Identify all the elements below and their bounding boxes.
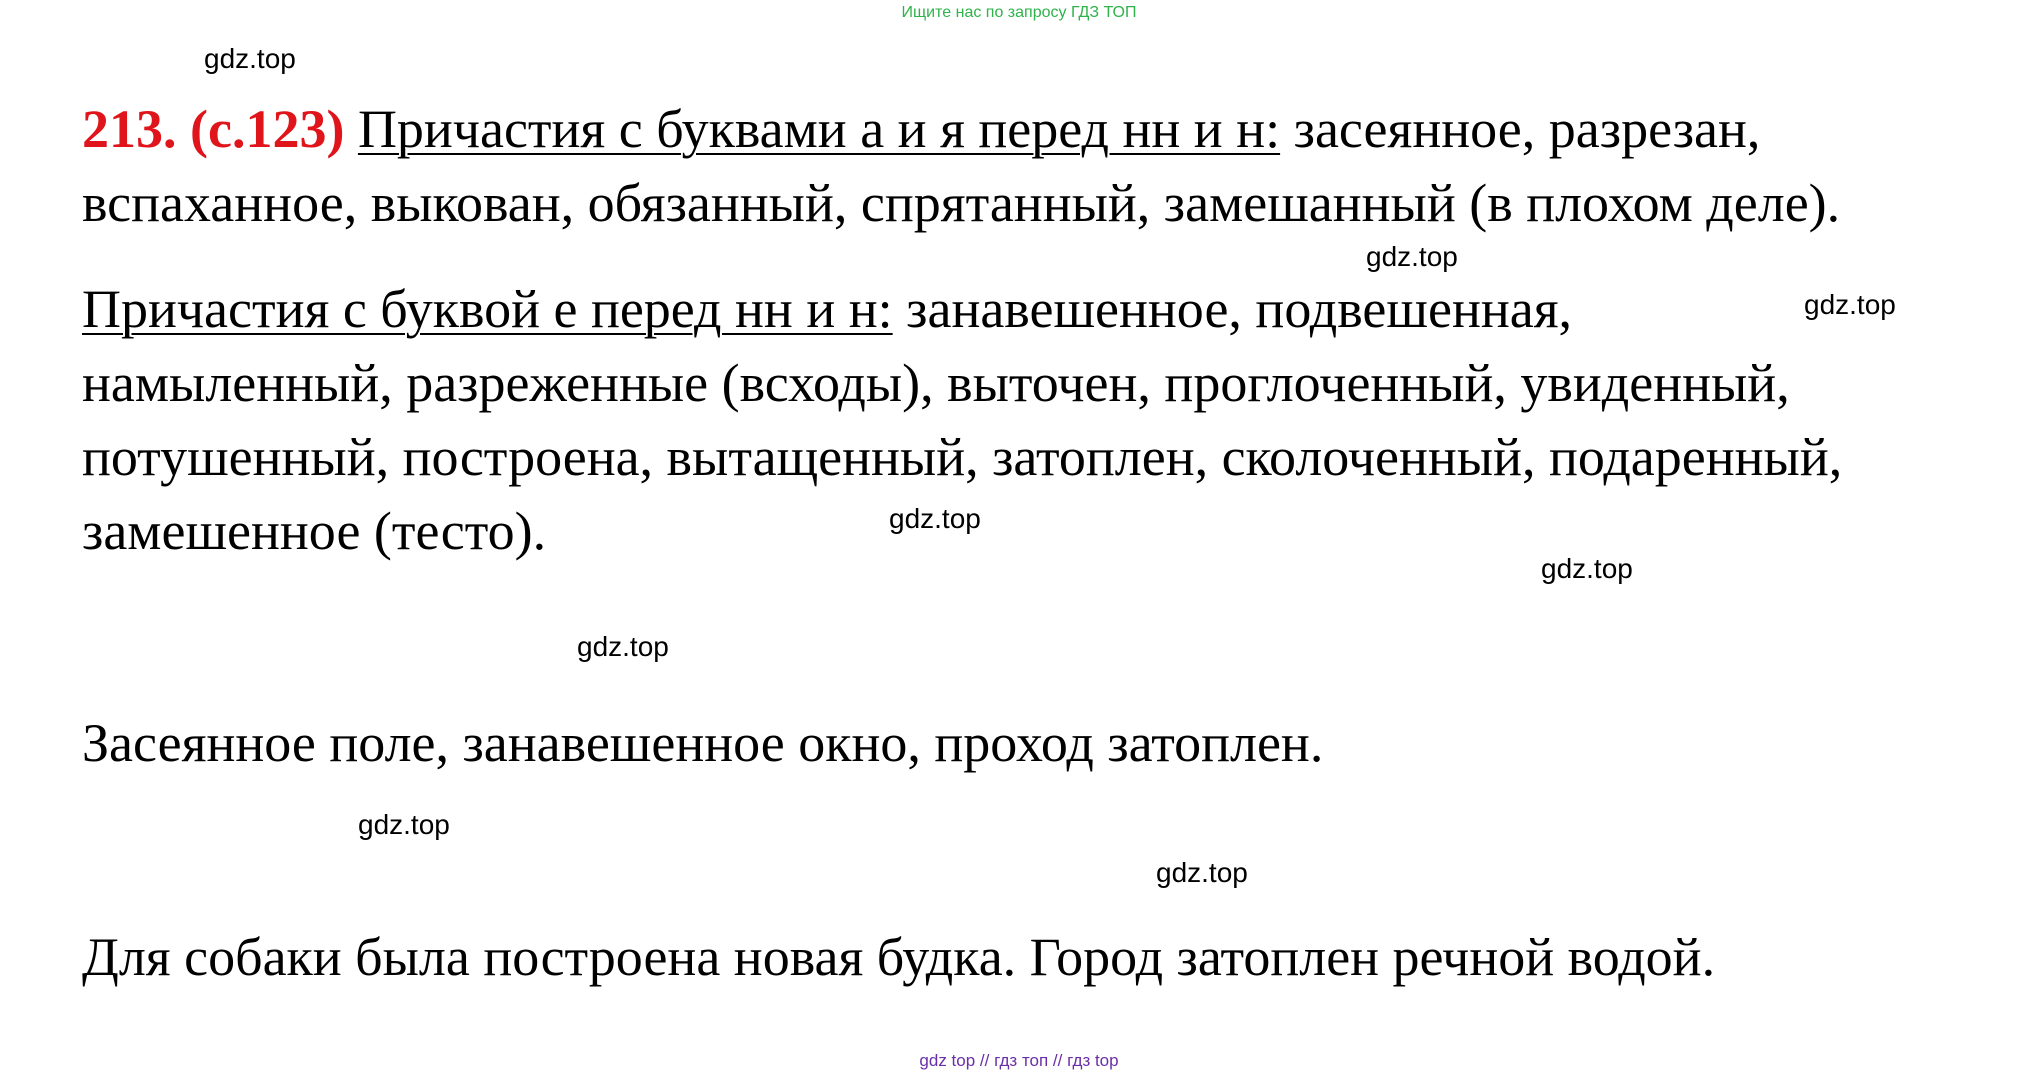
watermark: gdz.top (889, 503, 981, 534)
top-banner: Ищите нас по запросу ГДЗ ТОП (901, 4, 1137, 21)
watermark: gdz.top (1804, 289, 1896, 320)
paragraph-2-line-3: потушенный, построена, вытащенный, затоплен, сколоченный, подаренный, (82, 427, 1843, 487)
sentence-2: Для собаки была построена новая будка. Город затоплен речной водой. (82, 927, 1716, 987)
paragraph-2-line-2: намыленный, разреженные (всходы), выточен, проглоченный, увиденный, (82, 353, 1790, 413)
paragraph-2-line-1 (82, 272, 1572, 346)
watermark: gdz.top (358, 809, 450, 840)
watermark: gdz.top (1541, 553, 1633, 584)
footer-links: gdz top // гдз топ // гдз top (919, 1051, 1119, 1070)
paragraph-1-line-2: вспаханное, выкован, обязанный, спрятанный, замешанный (в плохом деле). (82, 173, 1841, 233)
paragraph-2-line-4: замешенное (тесто). (82, 501, 547, 561)
heading-e: Причастия с буквой е перед нн и н: (82, 279, 893, 339)
watermark: gdz.top (577, 631, 669, 662)
watermark: gdz.top (204, 43, 296, 74)
watermark: gdz.top (1366, 241, 1458, 272)
sentence-1: Засеянное поле, занавешенное окно, проход затоплен. (82, 713, 1324, 773)
exercise-number: 213. (с.123) (82, 99, 345, 159)
paragraph-1-line-1 (82, 92, 1760, 166)
paragraph-1-tail: засеянное, разрезан, (1280, 99, 1761, 159)
heading-a-ya: Причастия с буквами а и я перед нн и н: (357, 99, 1281, 159)
watermark: gdz.top (1156, 857, 1248, 888)
paragraph-2-tail: занавешенное, подвешенная, (892, 279, 1573, 339)
